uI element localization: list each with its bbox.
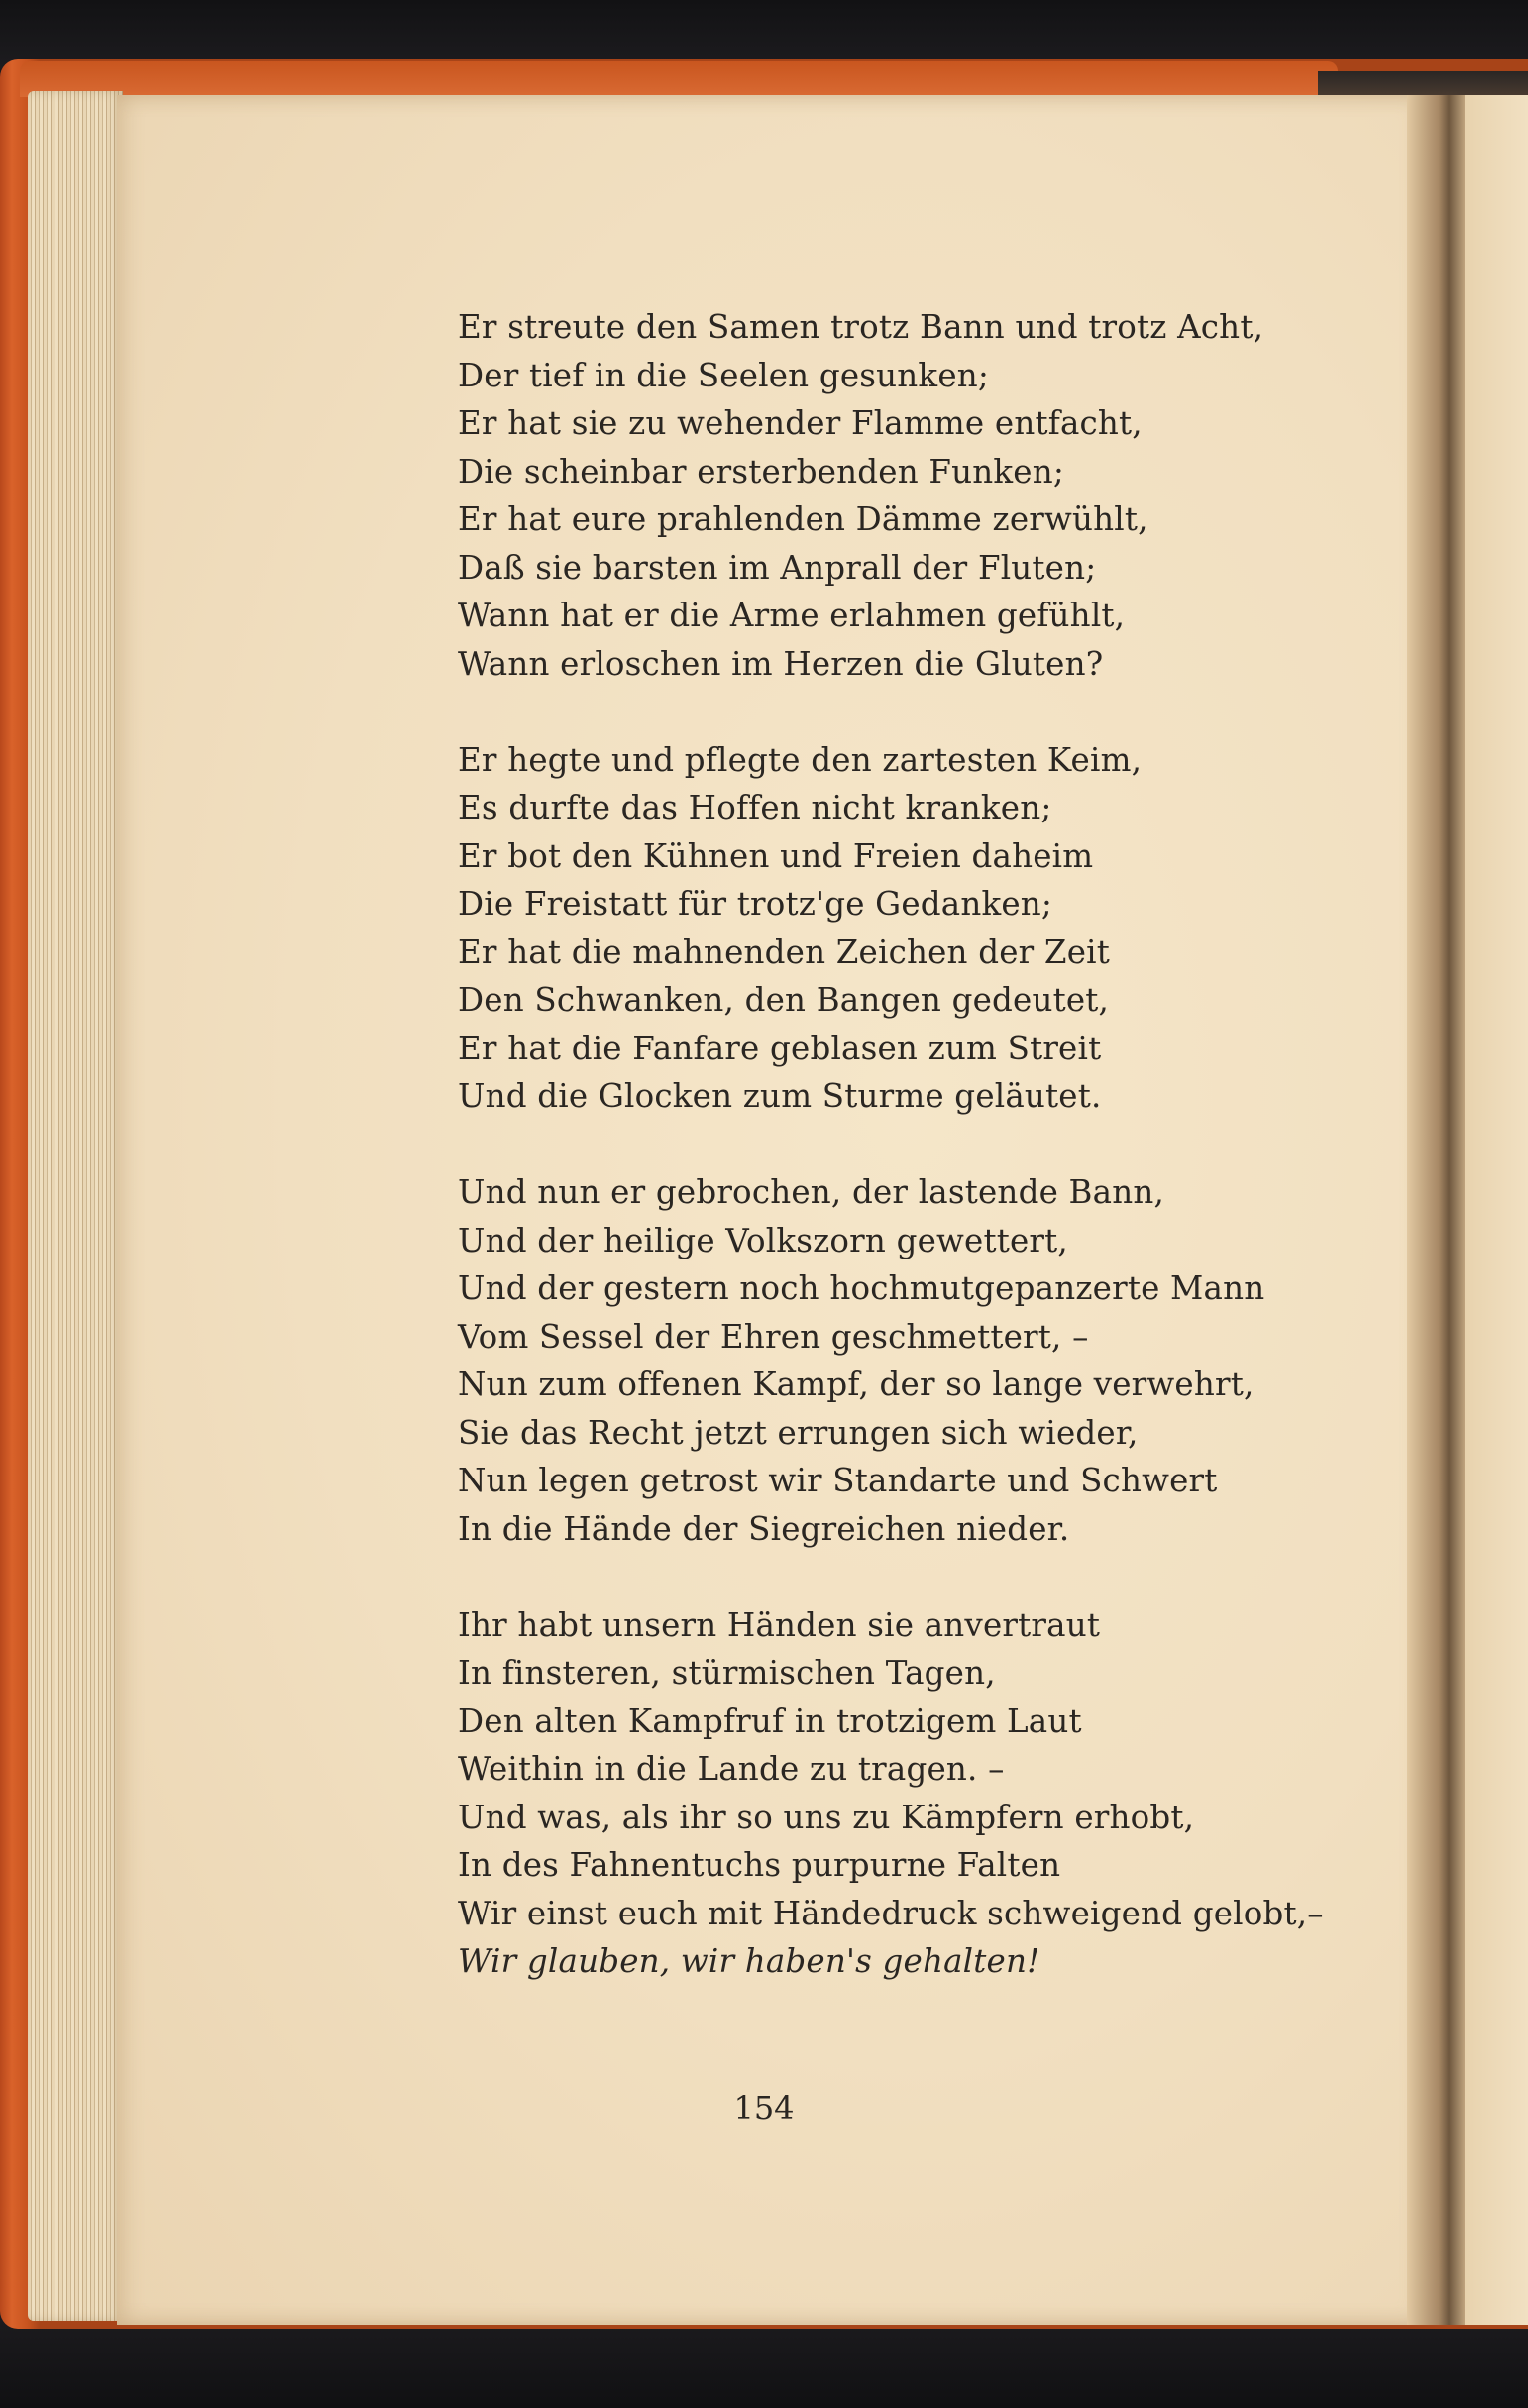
- poem-line: Sie das Recht jetzt errungen sich wieder,: [458, 1413, 1139, 1452]
- poem-line: Und die Glocken zum Sturme geläutet.: [458, 1077, 1102, 1115]
- poem-line: Er streute den Samen trotz Bann und trotz Acht,: [458, 308, 1264, 346]
- page-edges: [28, 91, 123, 2321]
- poem-line: Die Freistatt für trotz'ge Gedanken;: [458, 885, 1053, 923]
- background-bottom: [0, 2319, 1528, 2408]
- poem-line: Den alten Kampfruf in trotzigem Laut: [458, 1701, 1082, 1740]
- poem-line: Er hat die mahnenden Zeichen der Zeit: [458, 932, 1110, 971]
- poem-line: Er bot den Kühnen und Freien daheim: [458, 836, 1094, 875]
- poem-line: Vom Sessel der Ehren geschmettert, –: [458, 1317, 1089, 1356]
- poem-line-italic: Wir glauben, wir haben's gehalten!: [458, 1942, 1040, 1980]
- poem-line: Und was, als ihr so uns zu Kämpfern erhobt,: [458, 1798, 1195, 1836]
- book-spine-top: [1318, 71, 1528, 97]
- poem-line: Weithin in die Lande zu tragen. –: [458, 1750, 1005, 1788]
- poem-line: In finsteren, stürmischen Tagen,: [458, 1654, 996, 1692]
- poem-line: Daß sie barsten im Anprall der Fluten;: [458, 548, 1097, 587]
- poem-line: Wir einst euch mit Händedruck schweigend gelobt,–: [458, 1894, 1324, 1932]
- book-cover-top: [20, 61, 1338, 97]
- stanza-2: [458, 736, 1350, 1121]
- poem-line: Nun zum offenen Kampf, der so lange verwehrt,: [458, 1366, 1255, 1403]
- facing-page-edge: [1465, 95, 1528, 2325]
- poem-line: Nun legen getrost wir Standarte und Schwert: [458, 1462, 1218, 1499]
- stanza-3: [458, 1168, 1350, 1553]
- poem-line: Er hat eure prahlenden Dämme zerwühlt,: [458, 500, 1148, 538]
- poem-line: Der tief in die Seelen gesunken;: [458, 356, 990, 394]
- stanza-1: [458, 303, 1350, 688]
- page-number: 154: [733, 2089, 795, 2127]
- poem-line: In die Hände der Siegreichen nieder.: [458, 1509, 1070, 1548]
- poem-line: Es durfte das Hoffen nicht kranken;: [458, 789, 1052, 826]
- poem-line: Er hegte und pflegte den zartesten Keim,: [458, 740, 1143, 779]
- poem-line: Ihr habt unsern Händen sie anvertraut: [458, 1605, 1101, 1644]
- poem-line: Er hat die Fanfare geblasen zum Streit: [458, 1029, 1102, 1067]
- stanza-4: [458, 1601, 1350, 1986]
- poem-line: In des Fahnentuchs purpurne Falten: [458, 1846, 1061, 1884]
- poem-line: Den Schwanken, den Bangen gedeutet,: [458, 981, 1110, 1019]
- poem-line: Wann erloschen im Herzen die Gluten?: [458, 644, 1104, 683]
- poem-line: Wann hat er die Arme erlahmen gefühlt,: [458, 597, 1126, 634]
- poem-line: Die scheinbar ersterbenden Funken;: [458, 452, 1065, 491]
- poem-line: Und nun er gebrochen, der lastende Bann,: [458, 1173, 1164, 1211]
- poem: [458, 303, 1350, 2033]
- poem-line: Und der gestern noch hochmutgepanzerte Mann: [458, 1269, 1265, 1307]
- poem-line: Und der heilige Volkszorn gewettert,: [458, 1221, 1068, 1259]
- poem-line: Er hat sie zu wehender Flamme entfacht,: [458, 404, 1143, 442]
